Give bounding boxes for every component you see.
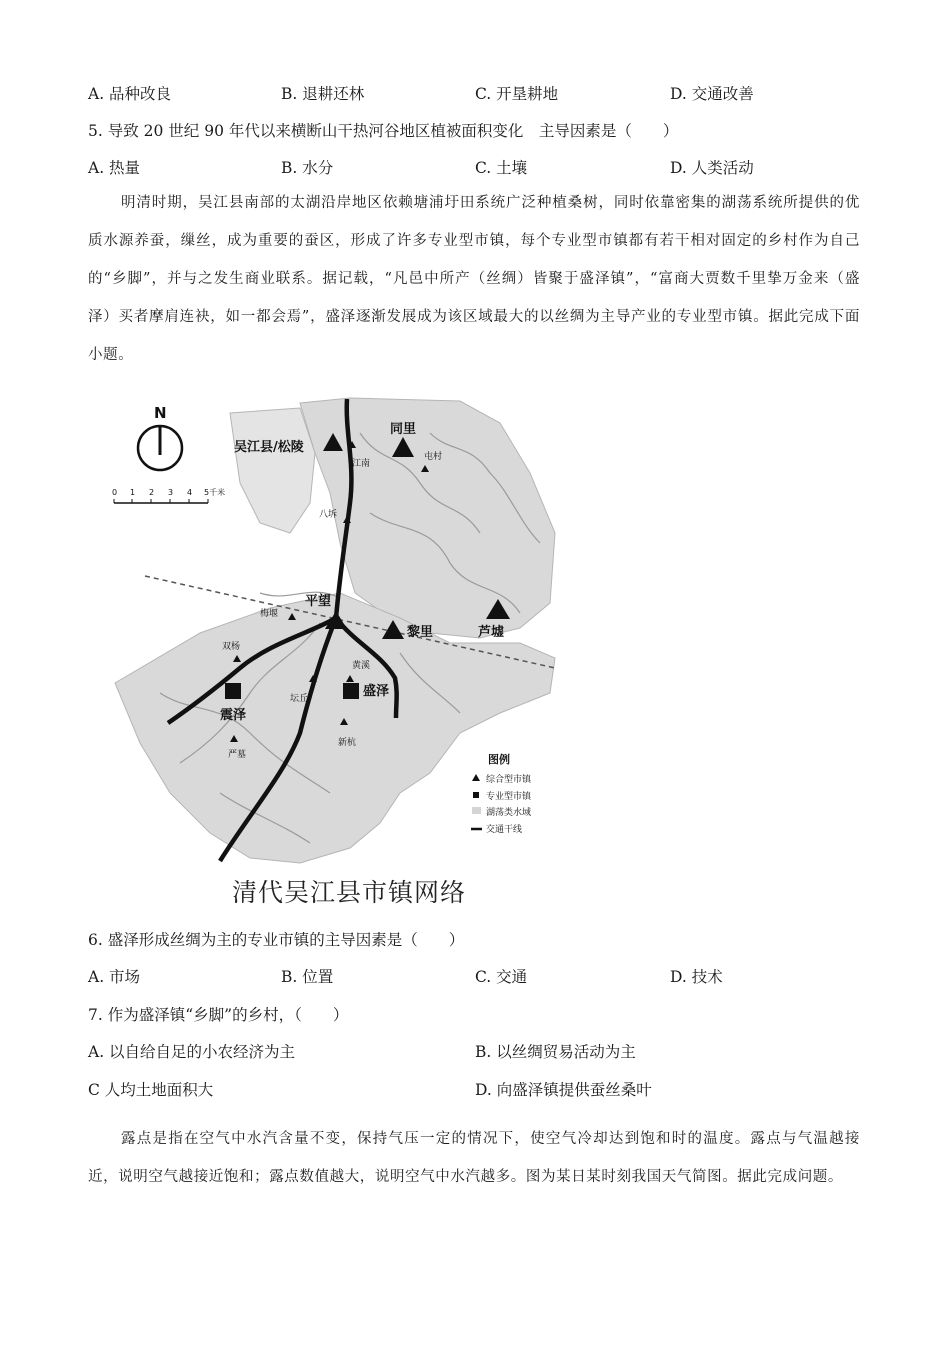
q6-option-d: D. 技术 xyxy=(670,968,723,986)
q6-option-a: A. 市场 xyxy=(88,968,141,986)
q5-option-c: C. 土壤 xyxy=(475,159,528,177)
zhenze-square-icon xyxy=(225,683,241,699)
q4-option-b: B. 退耕还林 xyxy=(281,85,365,103)
town-songling-label: 吴江县/松陵 xyxy=(234,440,304,455)
town-tongli-label: 同里 xyxy=(390,422,417,437)
map-caption: 清代吴江县市镇网络 xyxy=(232,878,467,907)
village-tanqiu-label: 坛丘 xyxy=(290,694,309,704)
legend-water-swatch xyxy=(472,807,481,814)
passage-silk-towns: 明清时期，吴江县南部的太湖沿岸地区依赖塘浦圩田系统广泛种植桑树，同时依靠密集的湖荡系统所提供的优质水源养蚕，缫丝，成为重要的蚕区，形成了许多专业型市镇，每个专业型市镇都有若干相对固定的乡村作为自己的“乡脚”，并与之发生商业联系。据记载，“凡邑中所产（丝绸）皆聚于盛泽镇”，“富商大贾数千里挚万金来（盛泽）买者摩肩连袂，如一都会焉”，盛泽逐渐发展成为该区域最大的以丝绸为主导产业的专业型市镇。据此完成下面小题。 xyxy=(88,195,860,363)
shengze-square-icon xyxy=(343,683,359,699)
village-meiyan-label: 梅堰 xyxy=(260,609,279,619)
village-xinhang-label: 新杭 xyxy=(338,738,357,748)
q7-stem: 7. 作为盛泽镇“乡脚”的乡村，（ ） xyxy=(88,1006,349,1024)
q4-option-a: A. 品种改良 xyxy=(88,85,172,103)
q5-stem: 5. 导致 20 世纪 90 年代以来横断山干热河谷地区植被面积变化 主导因素是（ ） xyxy=(88,122,679,140)
town-shengze-label: 盛泽 xyxy=(363,684,390,699)
q6-option-c: C. 交通 xyxy=(475,968,528,986)
scale-bar xyxy=(112,487,225,503)
town-zhenze-label: 震泽 xyxy=(220,708,247,723)
wujiang-town-network-map xyxy=(100,393,560,913)
village-jiangnan-label: 江南 xyxy=(352,459,371,469)
q5-option-d: D. 人类活动 xyxy=(670,159,754,177)
scale-tick-3: 3 xyxy=(168,488,174,497)
scale-tick-5: 5千米 xyxy=(204,488,226,497)
village-bachai-label: 八坼 xyxy=(319,510,338,520)
village-huangxi-label: 黄溪 xyxy=(352,661,371,671)
q7-option-d: D. 向盛泽镇提供蚕丝桑叶 xyxy=(475,1081,652,1099)
map-legend xyxy=(471,752,532,835)
q5-option-b: B. 水分 xyxy=(281,159,334,177)
q6-stem: 6. 盛泽形成丝绸为主的专业市镇的主导因素是（ ） xyxy=(88,931,465,949)
legend-comprehensive-label: 综合型市镇 xyxy=(486,775,532,785)
north-arrow-icon xyxy=(138,404,182,470)
village-shuangyang-label: 双杨 xyxy=(222,642,241,652)
legend-triangle-icon xyxy=(472,774,480,781)
q5-option-a: A. 热量 xyxy=(88,159,141,177)
village-tuncun-label: 屯村 xyxy=(424,452,443,462)
q7-option-a: A. 以自给自足的小农经济为主 xyxy=(88,1043,296,1061)
q4-option-c: C. 开垦耕地 xyxy=(475,85,559,103)
passage-dew-point: 露点是指在空气中水汽含量不变，保持气压一定的情况下，使空气冷却达到饱和时的温度。露点与气温越接近，说明空气越接近饱和；露点数值越大，说明空气中水汽越多。图为某日某时刻我国天气简图。据此完成问题。 xyxy=(88,1131,860,1185)
legend-water-label: 湖荡类水域 xyxy=(486,808,532,818)
scale-tick-0: 0 xyxy=(112,488,118,497)
legend-square-icon xyxy=(473,792,479,798)
scale-tick-2: 2 xyxy=(149,488,155,497)
town-luxu-label: 芦墟 xyxy=(478,625,505,640)
legend-transport-label: 交通干线 xyxy=(486,825,523,835)
q4-option-d: D. 交通改善 xyxy=(670,85,754,103)
north-label: N xyxy=(154,404,167,422)
legend-specialized-label: 专业型市镇 xyxy=(486,792,532,802)
scale-tick-4: 4 xyxy=(187,488,193,497)
scale-tick-1: 1 xyxy=(130,488,136,497)
q7-option-b: B. 以丝绸贸易活动为主 xyxy=(475,1043,636,1061)
village-yanmu-label: 严墓 xyxy=(228,750,247,760)
town-lili-label: 黎里 xyxy=(407,625,434,640)
q7-option-c: C 人均土地面积大 xyxy=(88,1081,214,1099)
town-pingwang-label: 平望 xyxy=(305,594,332,609)
legend-title: 图例 xyxy=(488,753,510,766)
q6-option-b: B. 位置 xyxy=(281,968,334,986)
